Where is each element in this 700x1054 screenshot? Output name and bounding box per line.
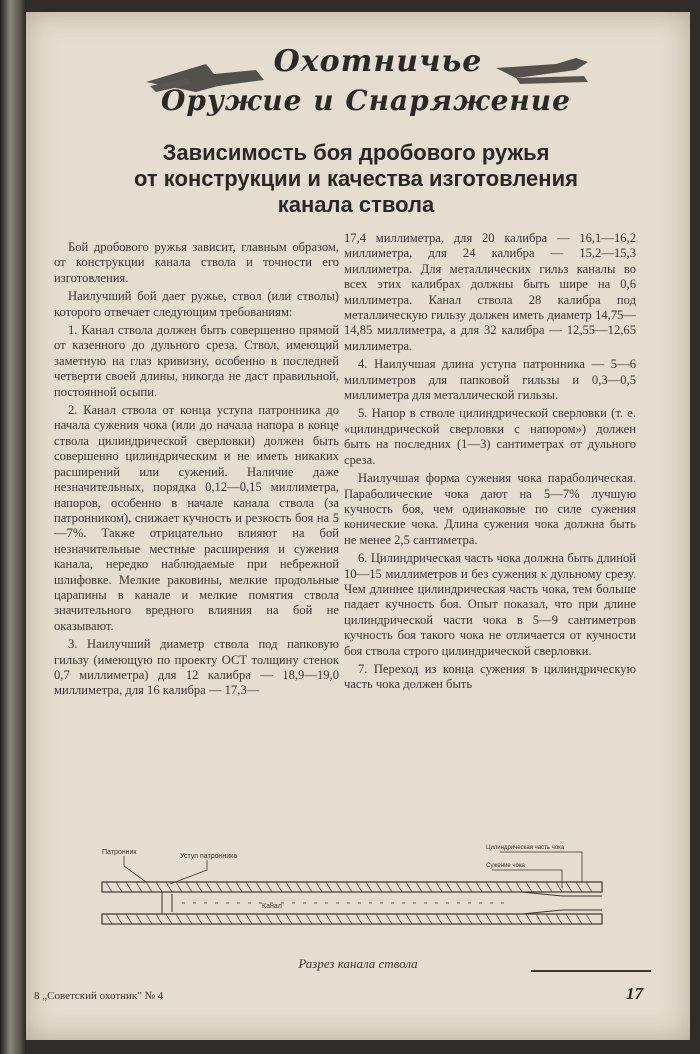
section-banner — [136, 34, 596, 126]
figure-caption: Разрез канала ствола — [298, 956, 418, 971]
diagram-label-choke-taper: Сужение чока — [486, 863, 525, 869]
article-title — [86, 140, 626, 218]
paragraph: Бой дробового ружья зависит, главным образом, от конструкции канала ствола и точности его изготовления. — [54, 240, 339, 285]
paragraph: Наилучший бой дает ружье, ствол (или стволы) которого отвечает следующим требованиям: — [54, 289, 339, 319]
banner-title-line1: Охотничье — [273, 44, 483, 79]
paragraph: 4. Наилучшая длина уступа патронника — 5—6 миллиметров для папковой гильзы и 0,3—0,5 миллиметра для металлической гильзы. — [344, 357, 636, 403]
paragraph: 1. Канал ствола должен быть совершенно прямой от казенного до дульного среза. Ствол, имеющий заметную на глаз кривизну, особенно в последней четверти своей длины, никогда не даст правильной, постоянной осыпи. — [54, 323, 339, 399]
paragraph: 6. Цилиндрическая часть чока должна быть длиной 10—15 миллиметров и без сужения к дульному срезу. Чем длиннее цилиндрическая часть чока, тем больше падает кучность боя. Опыт показал, что при длине цилиндрической части чока в 5—9 сантиметров кучность боя такого чока не отличается от кучности боя ствола строго цилиндрической сверловки. — [344, 551, 636, 658]
banner-title-line2: Оружие и Снаряжение — [161, 84, 571, 117]
article-title-line: от конструкции и качества изготовления — [134, 166, 578, 191]
paragraph: 17,4 миллиметра, для 20 калибра — 16,1—16,2 миллиметра, для 24 калибра — 15,2—15,3 миллиметра. Для металлических гильз каналы во всех этих калибрах должны быть шире на 0,6 миллиметра. Канал ствола 28 калибра под металлическую гильзу должен иметь диаметр 14,75—14,85 миллиметра, а для 32 калибра — 12,55—12,65 миллиметра. — [344, 231, 636, 353]
page-number: 17 — [626, 984, 643, 1003]
paragraph: 2. Канал ствола от конца уступа патронника до начала сужения чока (или до начала напора в конце ствола цилиндрической сверловки) должен быть совершенно цилиндрическим и не иметь никаких расширений или сужений. Наличие даже незначительных, порядка 0,12—0,15 миллиметра, напоров, особенно в начале канала ствола (за патронником), снижает кучность и резкость боя на 5—7%. Также отрицательно влияют на бой незначительные местные расширения и сужения канала, нередко наблюдаемые при небрежной шлифовке. Мелкие раковины, мелкие продольные царапины в канале и мелкие помятия ствола значительного вредного влияния на бой не оказывают. — [54, 403, 339, 633]
barrel-diagram-svg — [62, 842, 622, 942]
left-column — [54, 240, 339, 702]
article-title-line: Зависимость боя дробового ружья — [162, 140, 550, 165]
paragraph: 5. Напор в стволе цилиндрической сверловки (т. е. «цилиндрической сверловки с напором») должен быть на последних (1—3) сантиметрах от дульного среза. — [344, 406, 636, 467]
paragraph: 7. Переход из конца сужения в цилиндрическую часть чока должен быть — [344, 661, 636, 692]
diagram-label-choke-cylinder: Цилиндрическая часть чока — [486, 845, 565, 851]
right-column — [344, 231, 636, 696]
magazine-page — [26, 12, 690, 1040]
footer-rule — [531, 970, 651, 972]
paragraph: Наилучшая форма сужения чока параболическая. Параболические чока дают на 5—7% лучшую кучность боя, чем одинаковые по силе сужения конические чока. Длина сужения чока должна быть не менее 2,5 сантиметра. — [344, 471, 636, 547]
diagram-label-chamber-step: Уступ патронника — [180, 853, 238, 860]
article-title-line: канала ствола — [277, 192, 435, 217]
magazine-issue: 8 „Советский охотник" № 4 — [34, 990, 164, 1002]
diagram-label-chamber: Патронник — [102, 849, 137, 856]
book-spine — [0, 0, 26, 1054]
paragraph: 3. Наилучший диаметр ствола под папковую гильзу (имеющую по проекту ОСТ толщину стенок 0,7 миллиметра) для 12 калибра — 18,9—19,0 миллиметра, для 16 калибра — 17,3— — [54, 637, 339, 698]
diagram-label-bore: Канал — [262, 903, 282, 910]
barrel-cross-section-diagram — [62, 842, 622, 942]
